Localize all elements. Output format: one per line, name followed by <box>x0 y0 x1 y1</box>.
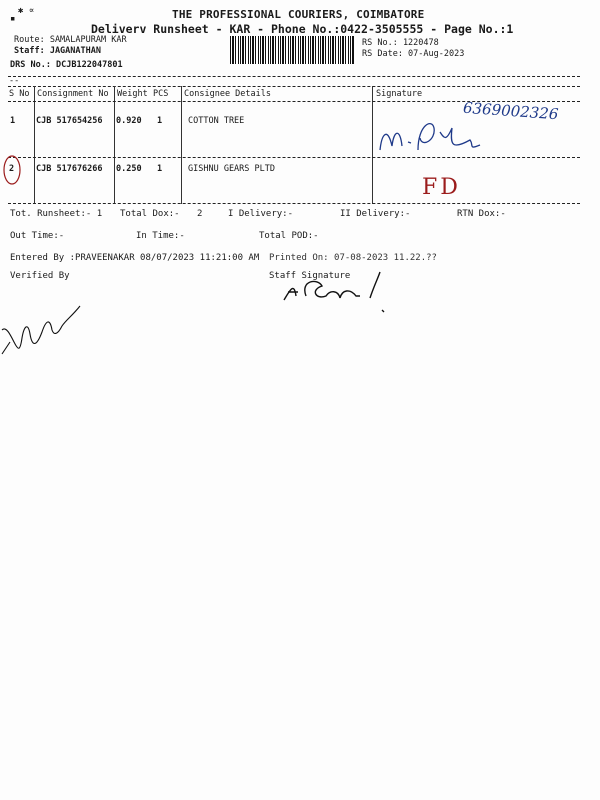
rtn-dox-label: RTN Dox:- <box>457 209 506 219</box>
ii-delivery-label: II Delivery:- <box>340 209 411 219</box>
entered-by: Entered By :PRAVEENAKAR 08/07/2023 11:21:00 AM <box>10 253 260 263</box>
row2-weight: 0.250 <box>116 164 142 174</box>
row2-pcs: 1 <box>157 164 163 174</box>
rs-number: RS No.: 1220478 <box>362 38 439 48</box>
dash-marker: -- <box>9 76 20 86</box>
row1-consignee: COTTON TREE <box>188 116 245 126</box>
rs-date: RS Date: 07-Aug-2023 <box>362 49 465 59</box>
printed-on: Printed On: 07-08-2023 11.22.?? <box>269 253 437 263</box>
total-dox-label: Total Dox:- <box>120 209 180 219</box>
row1-pcs: 1 <box>157 116 163 126</box>
col-header-consignee: Consignee Details <box>184 89 271 99</box>
col-header-consignment: Consignment No <box>37 89 109 99</box>
staff-signature-label: Staff Signature <box>269 271 351 281</box>
handwritten-fd-mark: F D <box>422 175 456 200</box>
row1-weight: 0.920 <box>116 116 142 126</box>
out-time-label: Out Time:- <box>10 231 65 241</box>
tot-runsheet: Tot. Runsheet:- 1 <box>10 209 103 219</box>
i-delivery-label: I Delivery:- <box>228 209 294 219</box>
row2-consignee: GISHNU GEARS PLTD <box>188 164 275 174</box>
row2-sno: 2 <box>9 164 15 174</box>
col-header-pcs: PCS <box>153 89 169 99</box>
col-header-weight: Weight <box>117 89 148 99</box>
corner-scan-mark: ✱ ∝ <box>18 6 35 16</box>
row2-consignment: CJB 517676266 <box>36 164 103 174</box>
company-title: THE PROFESSIONAL COURIERS, COIMBATORE <box>172 8 425 21</box>
handwritten-phone: 6369002326 <box>462 98 559 124</box>
runsheet-subtitle: Deliverv Runsheet - KAR - Phone No.:0422-3505555 - Page No.:1 <box>91 22 514 36</box>
in-time-label: In Time:- <box>136 231 185 241</box>
corner-scan-mark-2: ▪ <box>10 14 16 24</box>
staff-label: Staff: JAGANATHAN <box>14 46 101 56</box>
verified-by-label: Verified By <box>10 271 70 281</box>
total-dox-value: 2 <box>197 209 203 219</box>
total-pod-label: Total POD:- <box>259 231 319 241</box>
col-header-signature: Signature <box>376 89 423 99</box>
row1-consignment: CJB 517654256 <box>36 116 103 126</box>
row1-sno: 1 <box>10 116 16 126</box>
route-label: Route: SAMALAPURAM KAR <box>14 35 127 45</box>
col-header-sno: S No <box>9 89 30 99</box>
drs-number: DRS No.: DCJB122047801 <box>10 60 123 70</box>
